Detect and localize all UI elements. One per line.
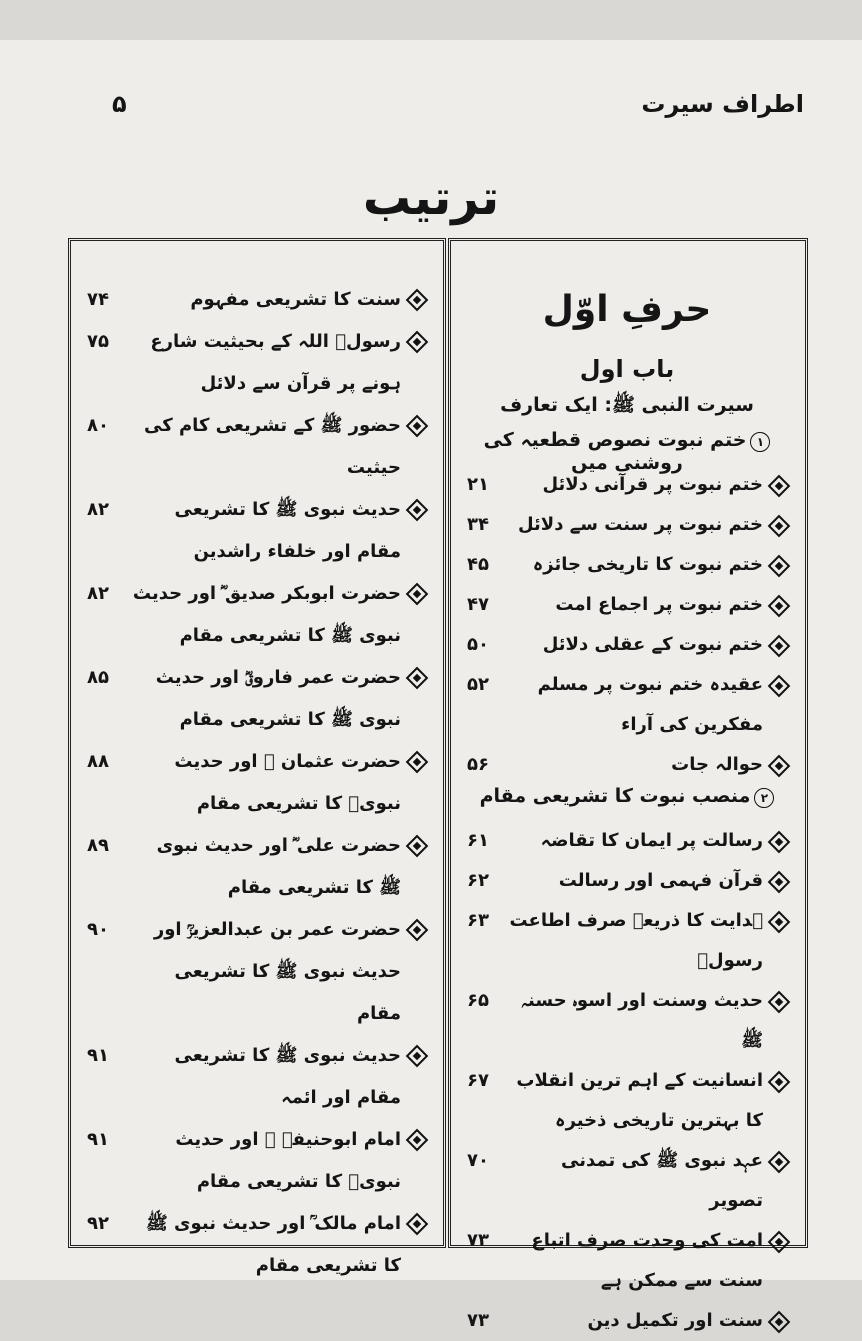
section-number: ۲ <box>754 788 774 808</box>
toc-entry[interactable] <box>461 821 793 861</box>
toc-entry-title: ختم نبوت کا تاریخی جائزہ <box>532 554 763 575</box>
toc-entry-title: حدیث نبوی ﷺ کا تشریعی مقام اور ائمہ <box>174 1045 401 1108</box>
toc-entry-title: قرآن فہمی اور رسالت <box>558 870 763 891</box>
toc-entry-page: ۶۷ <box>467 1070 489 1091</box>
toc-entry[interactable] <box>461 1221 793 1301</box>
toc-entry-page: ۷۵ <box>87 331 109 352</box>
diamond-bullet-icon <box>406 415 429 438</box>
section-title: منصب نبوت کا تشریعی مقام <box>479 785 751 807</box>
toc-entry-page: ۴۵ <box>467 554 489 575</box>
toc-entry-title: حوالہ جات <box>671 754 763 775</box>
toc-entry-title: امام ابوحنیفہ ؒ اور حدیث نبویؐ کا تشریعی مقام <box>175 1129 401 1192</box>
toc-title: ترتیب <box>362 170 500 226</box>
diamond-bullet-icon <box>406 1213 429 1236</box>
diamond-bullet-icon <box>406 499 429 522</box>
toc-entry-page: ۸۲ <box>87 499 109 520</box>
toc-entry-page: ۲۱ <box>467 474 489 495</box>
toc-entry-page: ۳۴ <box>467 514 489 535</box>
toc-entry[interactable] <box>81 573 431 657</box>
toc-entry-page: ۶۱ <box>467 830 489 851</box>
toc-entry[interactable] <box>81 489 431 573</box>
section-heading <box>461 429 793 474</box>
toc-entry-page: ۸۲ <box>87 583 109 604</box>
toc-entry[interactable] <box>81 741 431 825</box>
diamond-bullet-icon <box>768 1071 791 1094</box>
toc-entry-title: حضرت عثمان ؓ اور حدیث نبویؐ کا تشریعی مقام <box>174 751 401 814</box>
diamond-bullet-icon <box>768 675 791 698</box>
toc-left-column <box>68 238 446 1276</box>
toc-entry-title: حضرت علی ؓ اور حدیث نبوی ﷺ کا تشریعی مقام <box>156 835 401 898</box>
toc-entry-page: ۷۴ <box>87 289 109 310</box>
section-title: ختم نبوت نصوص قطعیہ کی روشنی میں <box>483 429 747 474</box>
toc-entry-title: عہد نبوی ﷺ کی تمدنی تصویر <box>561 1150 763 1211</box>
toc-entry-title: امت کی وحدت صرف اتباع سنت سے ممکن ہے <box>531 1230 763 1291</box>
section-number: ۱ <box>750 432 770 452</box>
diamond-bullet-icon <box>768 991 791 1014</box>
toc-entry[interactable] <box>461 1301 793 1341</box>
toc-entry[interactable] <box>81 825 431 909</box>
toc-entry-title: رسولؐ اللہ کے بحیثیت شارع ہونے پر قرآن سے دلائل <box>150 331 401 394</box>
toc-entry[interactable] <box>461 861 793 901</box>
toc-entry-page: ۴۷ <box>467 594 489 615</box>
toc-entry-page: ۹۱ <box>87 1045 109 1066</box>
diamond-bullet-icon <box>406 289 429 312</box>
toc-entry-page: ۷۰ <box>467 1150 489 1171</box>
toc-entry[interactable] <box>461 625 793 665</box>
diamond-bullet-icon <box>768 755 791 778</box>
toc-entry-title: رسالت پر ایمان کا تقاضہ <box>540 830 763 851</box>
toc-entry-page: ۸۹ <box>87 835 109 856</box>
toc-entry[interactable] <box>81 1203 431 1287</box>
diamond-bullet-icon <box>406 919 429 942</box>
running-header-title: اطراف سیرت <box>641 90 804 118</box>
toc-entry-title: حدیث نبوی ﷺ کا تشریعی مقام اور خلفاء راشدین <box>174 499 401 562</box>
diamond-bullet-icon <box>768 515 791 538</box>
toc-entry[interactable] <box>81 1035 431 1119</box>
toc-entry-title: ختم نبوت پر سنت سے دلائل <box>517 514 763 535</box>
toc-entry-title: سنت اور تکمیل دین <box>587 1310 763 1331</box>
toc-right-column <box>448 238 808 1331</box>
diamond-bullet-icon <box>406 667 429 690</box>
toc-entry-page: ۵۲ <box>467 674 489 695</box>
toc-entry[interactable] <box>461 981 793 1061</box>
toc-entry-title: ختم نبوت پر قرآنی دلائل <box>542 474 763 495</box>
toc-entry[interactable] <box>81 405 431 489</box>
diamond-bullet-icon <box>768 911 791 934</box>
toc-entry-page: ۸۸ <box>87 751 109 772</box>
toc-entry-page: ۵۶ <box>467 754 489 775</box>
diamond-bullet-icon <box>406 1129 429 1152</box>
toc-entry-page: ۶۳ <box>467 910 489 931</box>
toc-entry-page: ۹۲ <box>87 1213 109 1234</box>
toc-entry-title: حضور ﷺ کے تشریعی کام کی حیثیت <box>144 415 401 478</box>
chapter-title: باب اول <box>579 355 675 383</box>
toc-entry[interactable] <box>81 279 431 321</box>
toc-entry-title: ہدایت کا ذریعہ صرف اطاعت رسولؐ <box>509 910 763 971</box>
toc-entry-page: ۸۵ <box>87 667 109 688</box>
diamond-bullet-icon <box>406 835 429 858</box>
toc-entry[interactable] <box>461 545 793 585</box>
diamond-bullet-icon <box>768 475 791 498</box>
toc-entry-title: حدیث وسنت اور اسوہ حسنہ ﷺ <box>521 990 763 1051</box>
toc-entry-page: ۵۰ <box>467 634 489 655</box>
diamond-bullet-icon <box>768 1151 791 1174</box>
toc-entry[interactable] <box>81 909 431 1035</box>
toc-entry-page: ۷۳ <box>467 1310 489 1331</box>
toc-entry[interactable] <box>461 1141 793 1221</box>
diamond-bullet-icon <box>768 555 791 578</box>
toc-entry-title: سنت کا تشریعی مفہوم <box>190 289 401 310</box>
toc-entry-page: ۹۱ <box>87 1129 109 1150</box>
toc-entry[interactable] <box>81 657 431 741</box>
diamond-bullet-icon <box>406 331 429 354</box>
toc-entry[interactable] <box>81 321 431 405</box>
diamond-bullet-icon <box>768 831 791 854</box>
toc-entry[interactable] <box>461 465 793 505</box>
diamond-bullet-icon <box>768 635 791 658</box>
toc-entry[interactable] <box>461 745 793 785</box>
toc-entry-title: انسانیت کے اہم ترین انقلاب کا بہترین تاریخی ذخیرہ <box>516 1070 763 1131</box>
toc-entry-title: ختم نبوت کے عقلی دلائل <box>542 634 763 655</box>
toc-entry-page: ۹۰ <box>87 919 109 940</box>
toc-entry-page: ۶۲ <box>467 870 489 891</box>
toc-entry-title: عقیدہ ختم نبوت پر مسلم مفکرین کی آراء <box>537 674 763 735</box>
toc-entry-title: امام مالک ؒ اور حدیث نبوی ﷺ کا تشریعی مقام <box>146 1213 401 1276</box>
part-title: حرفِ اوّل <box>542 289 712 330</box>
toc-entry-title: حضرت عمر فاروقؓ اور حدیث نبوی ﷺ کا تشریعی مقام <box>155 667 401 730</box>
toc-entry-page: ۶۵ <box>467 990 489 1011</box>
toc-entry-title: حضرت ابوبکر صدیق ؓ اور حدیث نبوی ﷺ کا تشریعی مقام <box>132 583 401 646</box>
toc-entry[interactable] <box>81 1119 431 1203</box>
toc-entry[interactable] <box>461 665 793 745</box>
toc-entry[interactable] <box>461 901 793 981</box>
toc-entry-page: ۸۰ <box>87 415 109 436</box>
diamond-bullet-icon <box>768 1311 791 1334</box>
diamond-bullet-icon <box>406 1045 429 1068</box>
diamond-bullet-icon <box>768 595 791 618</box>
toc-entry-page: ۷۳ <box>467 1230 489 1251</box>
diamond-bullet-icon <box>768 1231 791 1254</box>
chapter-subtitle: سیرت النبی ﷺ: ایک تعارف <box>500 394 754 416</box>
toc-entry[interactable] <box>461 585 793 625</box>
diamond-bullet-icon <box>406 583 429 606</box>
section-heading <box>461 785 793 821</box>
diamond-bullet-icon <box>768 871 791 894</box>
toc-entry-title: ختم نبوت پر اجماع امت <box>555 594 763 615</box>
toc-entry-title: حضرت عمر بن عبدالعزیزؒ اور حدیث نبوی ﷺ کا تشریعی مقام <box>153 919 401 1024</box>
toc-entry[interactable] <box>461 1061 793 1141</box>
toc-entry[interactable] <box>461 505 793 545</box>
diamond-bullet-icon <box>406 751 429 774</box>
page-number: ۵ <box>112 90 127 118</box>
